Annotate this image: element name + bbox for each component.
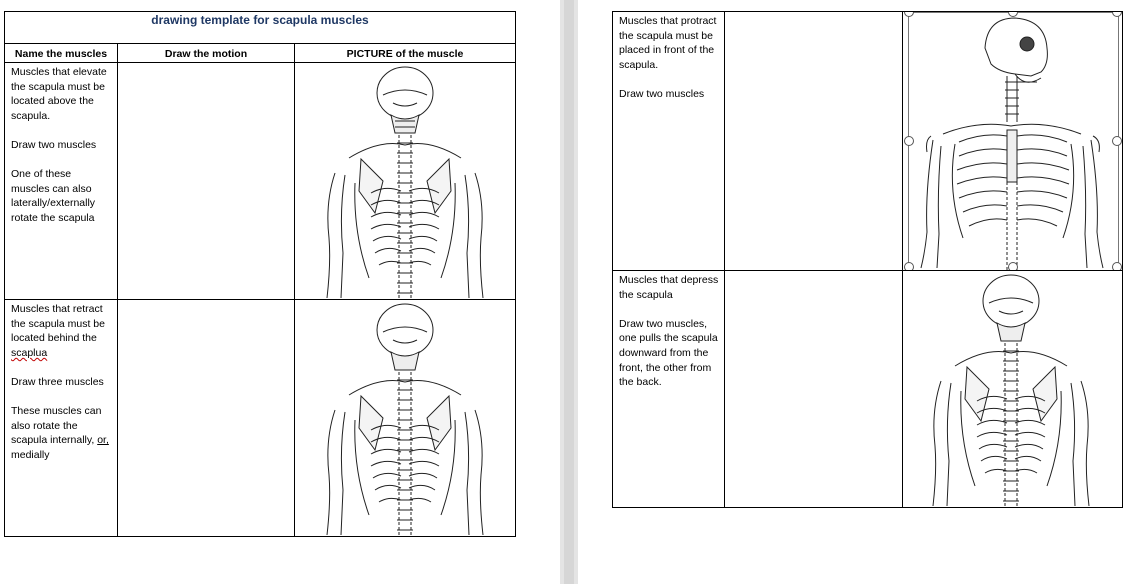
header-name-cell[interactable] xyxy=(5,44,118,63)
depress-draw-cell[interactable] xyxy=(725,271,903,508)
retract-note xyxy=(11,404,112,462)
protract-draw-cell[interactable] xyxy=(725,12,903,271)
right-page xyxy=(578,0,1126,584)
depress-picture-cell[interactable] xyxy=(903,271,1123,508)
header-name-muscles: Name the muscles xyxy=(14,48,108,60)
header-draw-motion: Draw the motion xyxy=(164,48,248,60)
elevate-note: One of these muscles can also laterally/externally rotate the scapula xyxy=(11,168,96,224)
page-title: drawing template for scapula muscles xyxy=(151,13,369,27)
retract-draw-cell[interactable] xyxy=(118,300,295,537)
posterior-skeleton-drawing xyxy=(327,67,483,300)
depress-text-cell[interactable] xyxy=(613,271,725,508)
page-edge xyxy=(564,0,574,584)
protract-description: Muscles that protract the scapula must be placed in front of the scapula. xyxy=(619,15,717,71)
posterior-skeleton-image-2[interactable] xyxy=(295,300,516,537)
resize-handle-left[interactable] xyxy=(904,136,914,146)
protract-instruction: Draw two muscles xyxy=(619,87,705,100)
elevate-draw-cell[interactable] xyxy=(118,63,295,300)
header-motion-cell[interactable] xyxy=(118,44,295,63)
elevate-instruction: Draw two muscles xyxy=(11,138,97,151)
retract-note-suffix: medially xyxy=(11,448,50,461)
retract-description xyxy=(11,302,112,360)
elevate-text-cell[interactable] xyxy=(5,63,118,300)
retract-instruction: Draw three muscles xyxy=(11,375,104,388)
page-gutter xyxy=(560,0,578,584)
protract-picture-cell[interactable] xyxy=(903,12,1123,271)
retract-text-cell[interactable] xyxy=(5,300,118,537)
resize-handle-bottom-left[interactable] xyxy=(904,262,914,271)
misspelled-word[interactable]: scaplua xyxy=(11,346,48,359)
posterior-skeleton-drawing-2 xyxy=(327,304,483,537)
posterior-skeleton-drawing-3 xyxy=(933,275,1089,508)
title-cell[interactable] xyxy=(5,12,516,44)
scapula-template-table-2 xyxy=(612,11,1123,508)
protract-text-cell[interactable] xyxy=(613,12,725,271)
retract-note-text: These muscles can also rotate the scapula internally, xyxy=(11,405,102,447)
resize-handle-right[interactable] xyxy=(1112,136,1122,146)
header-picture-cell[interactable] xyxy=(295,44,516,63)
posterior-skeleton-image-3[interactable] xyxy=(903,271,1123,508)
depress-description: Muscles that depress the scapula xyxy=(619,274,719,301)
underlined-or: or, xyxy=(97,434,109,447)
resize-handle-bottom-right[interactable] xyxy=(1112,262,1122,271)
left-page xyxy=(0,0,560,584)
posterior-skeleton-image[interactable] xyxy=(295,63,516,300)
resize-handle-bottom[interactable] xyxy=(1008,262,1018,271)
image-selection-frame[interactable] xyxy=(908,12,1119,271)
header-picture: PICTURE of the muscle xyxy=(346,48,464,60)
depress-instruction: Draw two muscles, one pulls the scapula downward from the front, the other from the back. xyxy=(619,317,718,389)
elevate-description: Muscles that elevate the scapula must be located above the scapula. xyxy=(11,66,107,122)
scapula-template-table xyxy=(4,11,516,537)
retract-picture-cell[interactable] xyxy=(295,300,516,537)
elevate-picture-cell[interactable] xyxy=(295,63,516,300)
retract-text: Muscles that retract the scapula must be located behind the xyxy=(11,303,105,345)
